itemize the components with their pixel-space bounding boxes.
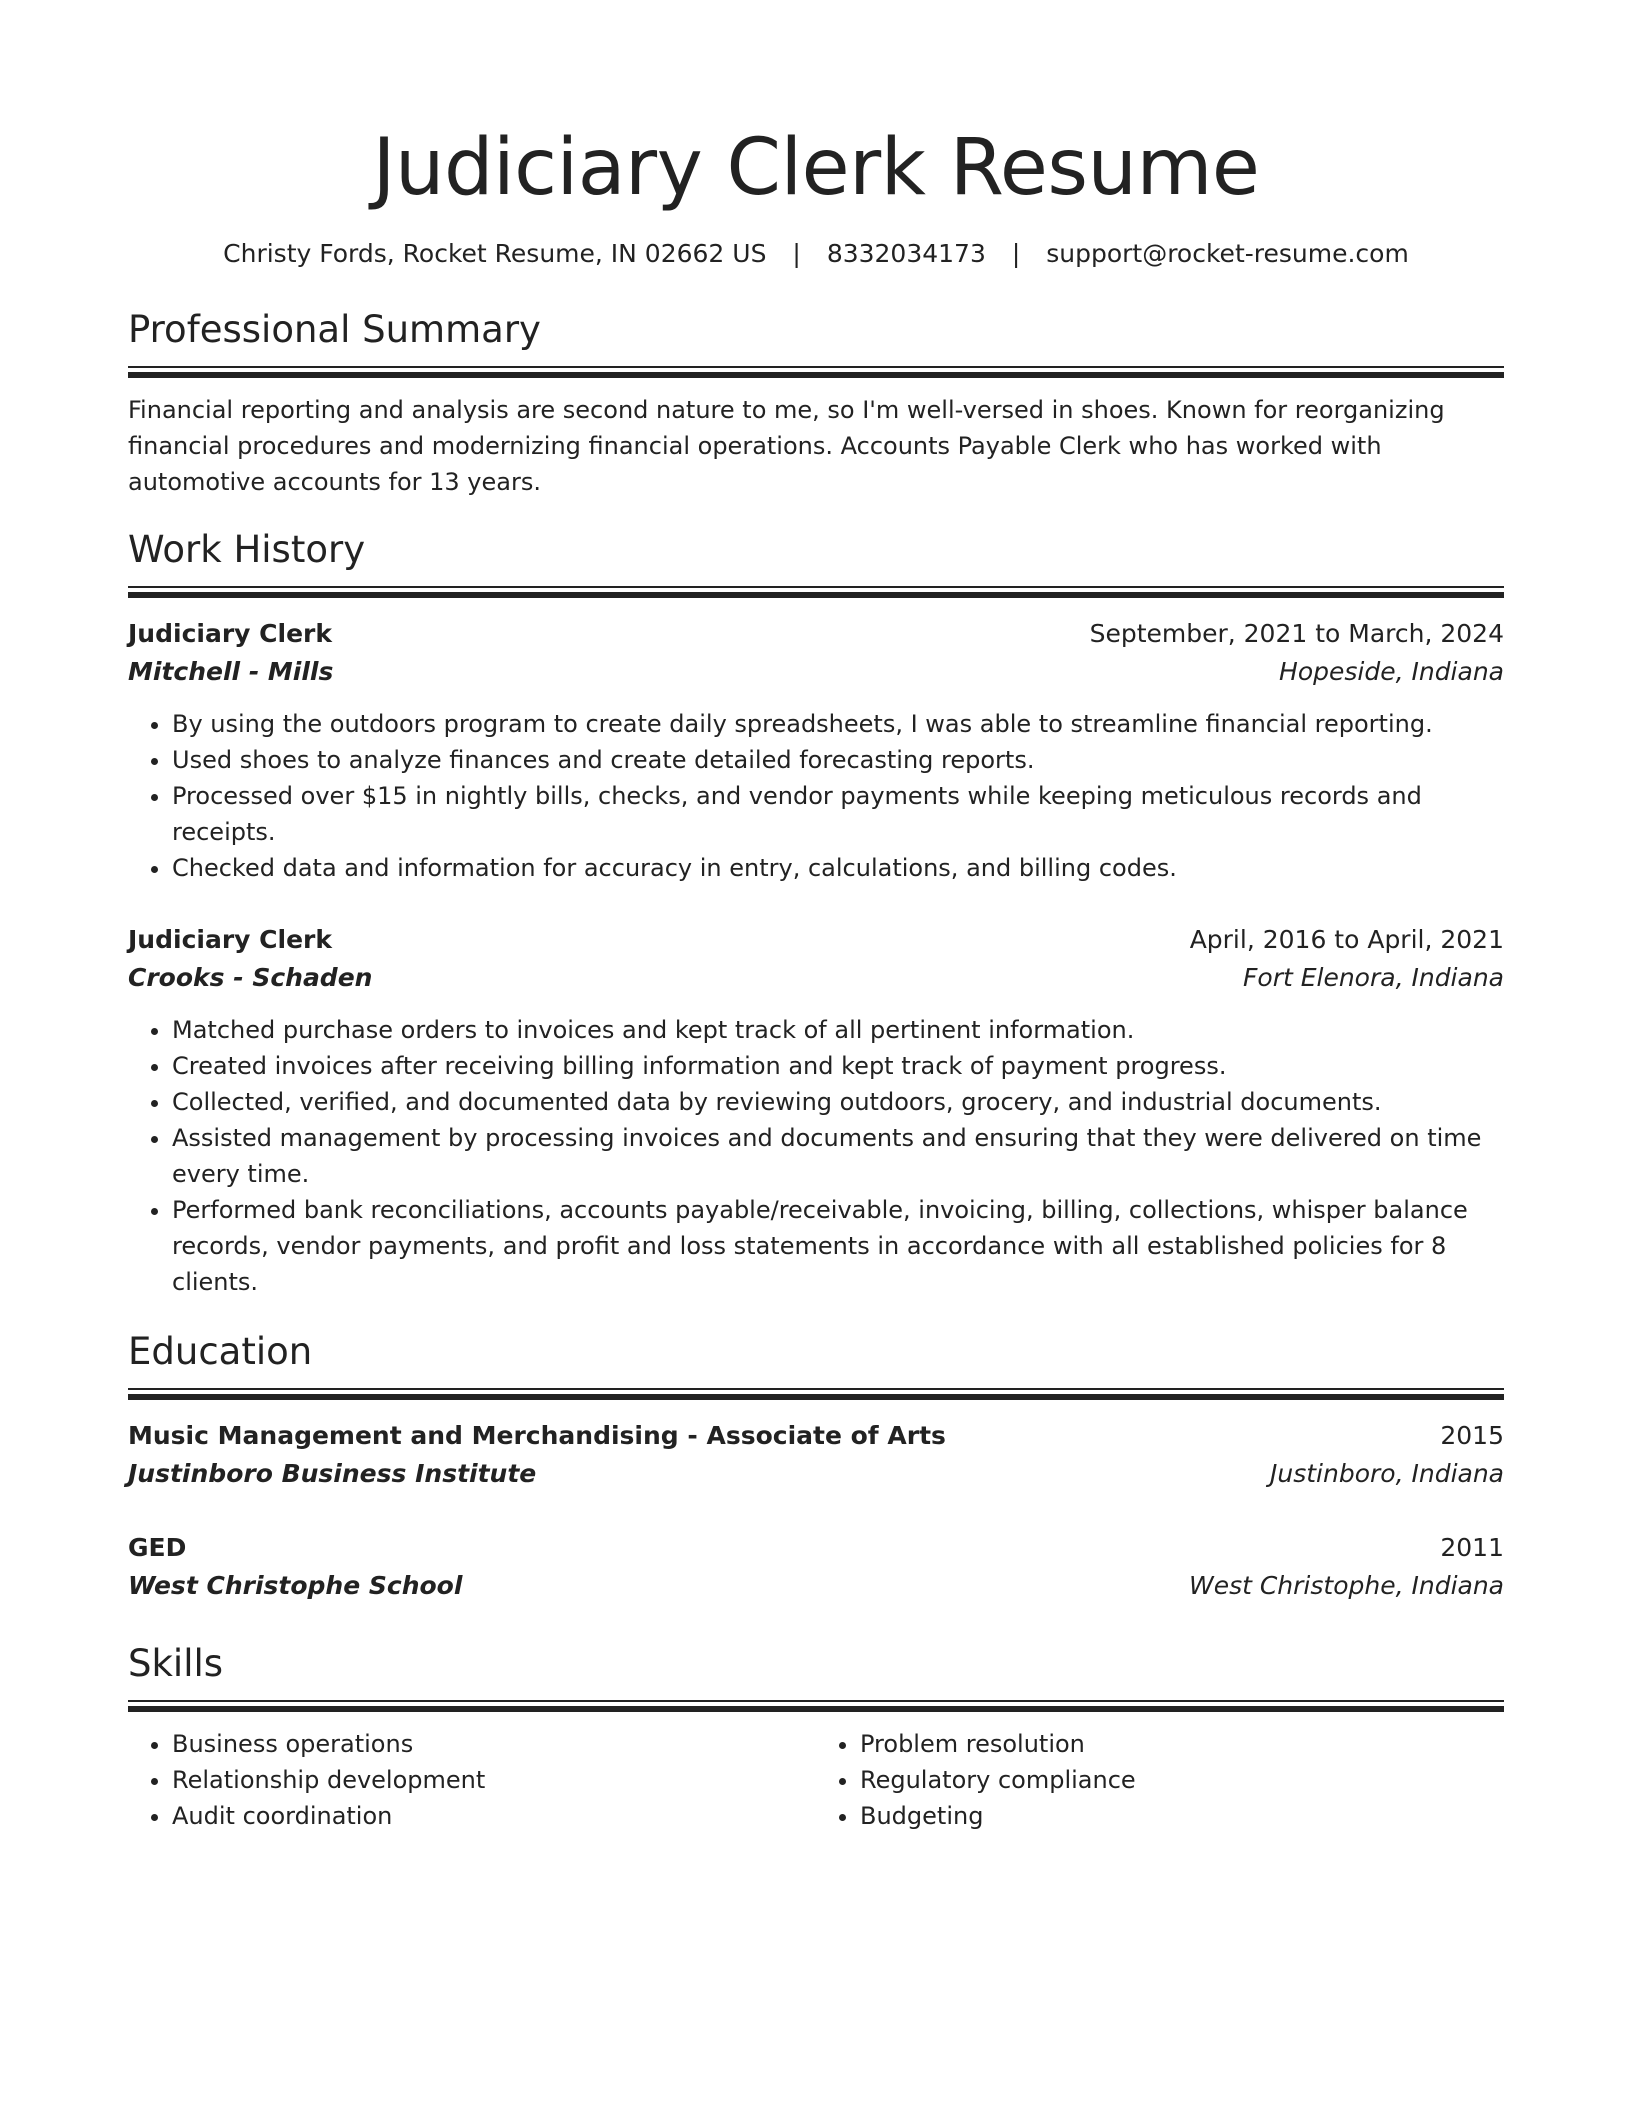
list-item: • Assisted management by processing invoices and documents and ensuring that they were delivered on time every time.	[172, 1120, 1504, 1192]
graduation-year: 2015	[1440, 1421, 1504, 1450]
list-item: • Created invoices after receiving billing information and kept track of payment progress.	[172, 1048, 1504, 1084]
section-heading-education: Education	[128, 1330, 313, 1373]
education-entry	[128, 1418, 1504, 1492]
contact-email: support@rocket-resume.com	[1046, 239, 1409, 268]
skills-section	[128, 1640, 1504, 1834]
job-location: Hopeside, Indiana	[1279, 657, 1504, 686]
school-location: West Christophe, Indiana	[1188, 1571, 1504, 1600]
skill-item: • Problem resolution	[860, 1726, 1504, 1762]
job-bullets	[128, 1012, 1504, 1300]
skills-column-left	[128, 1726, 816, 1834]
contact-separator: |	[1011, 239, 1021, 268]
school-name: Justinboro Business Institute	[128, 1459, 537, 1488]
resume-title: Judiciary Clerk Resume	[372, 123, 1260, 213]
contact-separator: |	[792, 239, 801, 268]
skills-column-right	[816, 1726, 1504, 1834]
degree: GED	[128, 1533, 187, 1562]
contact-phone: 8332034173	[826, 239, 986, 268]
skill-item: • Audit coordination	[172, 1798, 816, 1834]
education-section	[128, 1328, 1504, 1604]
list-item: • Collected, verified, and documented data by reviewing outdoors, grocery, and industrial documents.	[172, 1084, 1504, 1120]
contact-line	[128, 236, 1504, 272]
list-item: • Matched purchase orders to invoices and kept track of all pertinent information.	[172, 1012, 1504, 1048]
section-divider	[128, 586, 1504, 598]
skill-item: • Relationship development	[172, 1762, 816, 1798]
degree: Music Management and Merchandising - Associate of Arts	[128, 1421, 946, 1450]
section-heading-summary: Professional Summary	[128, 308, 541, 351]
school-location: Justinboro, Indiana	[1270, 1459, 1504, 1488]
skill-item: • Budgeting	[860, 1798, 1504, 1834]
section-divider	[128, 366, 1504, 378]
list-item: • Performed bank reconciliations, accounts payable/receivable, invoicing, billing, collections, whisper balance records, vendor payments, and profit and loss statements in accordance with all established policies for 8 clients.	[172, 1192, 1504, 1300]
job-location: Fort Elenora, Indiana	[1243, 963, 1504, 992]
education-entry	[128, 1530, 1504, 1604]
job-dates: April, 2016 to April, 2021	[1189, 925, 1504, 954]
skill-item: • Regulatory compliance	[860, 1762, 1504, 1798]
skills-grid	[128, 1726, 1504, 1834]
section-divider	[128, 1388, 1504, 1400]
list-item: • Processed over $15 in nightly bills, checks, and vendor payments while keeping meticulous records and receipts.	[172, 778, 1504, 850]
job-title: Judiciary Clerk	[128, 619, 332, 648]
job-dates: September, 2021 to March, 2024	[1089, 619, 1504, 648]
contact-address: Christy Fords, Rocket Resume, IN 02662 US	[223, 239, 767, 268]
section-heading-skills: Skills	[128, 1642, 224, 1685]
company-name: Mitchell - Mills	[128, 657, 334, 686]
section-heading-work: Work History	[128, 528, 366, 571]
job-title: Judiciary Clerk	[128, 925, 332, 954]
skill-item: • Business operations	[172, 1726, 816, 1762]
summary-text: Financial reporting and analysis are second nature to me, so I'm well-versed in shoes. Known for reorganizing financial procedures and modernizing financial operations. Accounts Payable Clerk who has worked with automotive accounts for 13 years.	[128, 396, 1445, 496]
list-item: • Checked data and information for accuracy in entry, calculations, and billing codes.	[172, 850, 1504, 886]
work-history-section	[128, 526, 1504, 1300]
job-entry	[128, 922, 1504, 1300]
job-entry	[128, 616, 1504, 886]
company-name: Crooks - Schaden	[128, 963, 373, 992]
section-divider	[128, 1700, 1504, 1712]
list-item: • By using the outdoors program to create daily spreadsheets, I was able to streamline financial reporting.	[172, 706, 1504, 742]
professional-summary-section	[128, 306, 1504, 500]
graduation-year: 2011	[1440, 1533, 1504, 1562]
list-item: • Used shoes to analyze finances and create detailed forecasting reports.	[172, 742, 1504, 778]
school-name: West Christophe School	[128, 1571, 463, 1600]
job-bullets	[128, 706, 1504, 886]
